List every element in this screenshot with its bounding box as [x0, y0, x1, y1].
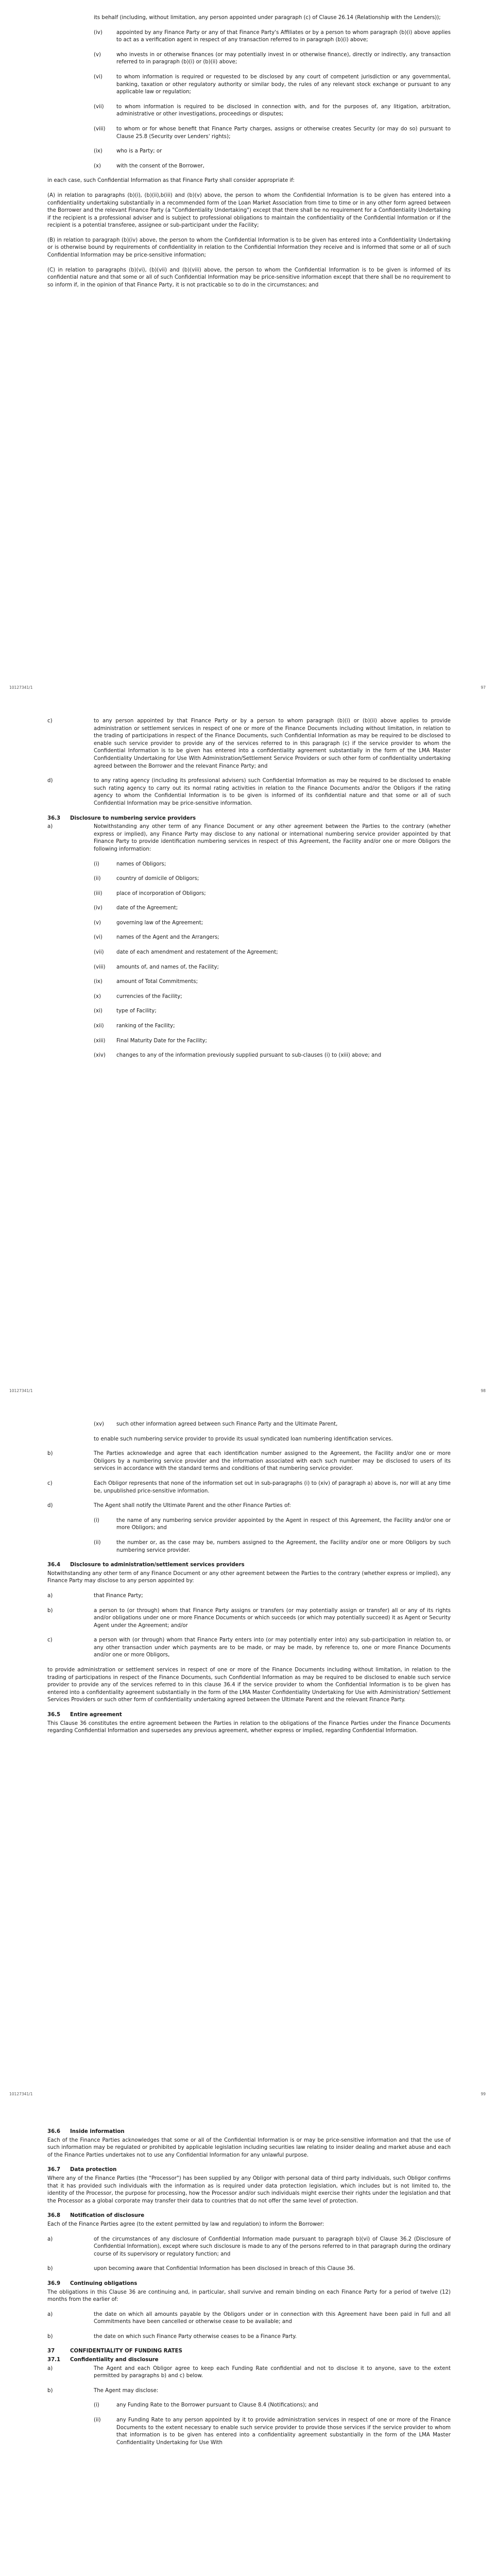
list-item: (xv) such other information agreed between such Finance Party and the Ultimate Parent, [94, 1421, 338, 1427]
paragraph: (B) in relation to paragraph (b)(iv) above, the person to whom the Confidential Information is to be given has entered into a Confidentiality Undertaking or is otherwise bound by requirements of confidentiality in relation to the Confidential Information they receive and is informed that some or all of such Confidential Information may be price-sensitive information; [47, 237, 451, 259]
list-item: (xii) ranking of the Facility; [94, 1023, 175, 1029]
list-item: (vii) date of each amendment and restatement of the Agreement; [94, 950, 278, 956]
list-item: (ix) amount of Total Commitments; [94, 979, 198, 985]
list-item: (xi) type of Facility; [94, 1008, 157, 1014]
paragraph: Where any of the Finance Parties (the "Processor") has been supplied by any Obligor with personal data of third party individuals, such Obligor confirms that it has provided such individuals with the information as is required under data protection legislation, which includes but is not limited to, the identity of the Processor, the purpose for processing, how the Processor and/or such individuals might exercise their rights under the legislation and that the Processor as a global corporate may transfer their data to countries that do not offer the same level of protection. [47, 2175, 451, 2204]
list-item: a) that Finance Party; [47, 1592, 143, 1599]
list-item: (v) who invests in or otherwise finances (or may potentially invest in or otherwise finance), directly or indirectly, any transaction referred to in paragraph (b)(i) or (b)(ii) above; [94, 52, 451, 65]
list-item: a) The Agent and each Obligor agree to keep each Funding Rate confidential and not to disclose it to anyone, save to the extent permitted by paragraphs b) and c) below. [47, 2365, 451, 2379]
list-item: a) the date on which all amounts payable by the Obligors under or in connection with this Agreement have been paid in full and all Commitments have been cancelled or otherwise cease to be available; and [47, 2311, 451, 2325]
section-heading: 36.6 Inside information [47, 2129, 125, 2134]
document-ref: 10127341/1 [9, 685, 33, 690]
paragraph: to enable such numbering service provider to provide its usual syndicated loan numbering identification services. [94, 1436, 393, 1442]
list-item: (i) names of Obligors; [94, 861, 166, 867]
list-item: (viii) amounts of, and names of, the Facility; [94, 964, 219, 970]
document-ref: 10127341/1 [9, 2092, 33, 2097]
list-item: (xiii) Final Maturity Date for the Facility; [94, 1038, 207, 1044]
list-item: a) of the circumstances of any disclosure of Confidential Information made pursuant to paragraph b)(vi) of Clause 36.2 (Disclosure of Confidential Information), except where such disclosure is made to any of the persons referred to in that paragraph during the ordinary course of its supervisory or regulatory function; and [47, 2236, 451, 2257]
paragraph: to provide administration or settlement services in respect of one or more of the Finance Documents including without limitation, in relation to the trading of participations in respect of the Finance Documents, such Confidential Information as may be required to be disclosed to enable such service provider to provide any of the services referred to in this clause 36.4 if the service provider to whom the Confidential Information is to be given has entered into a confidentiality agreement substantially in the form of the LMA Master Confidentiality Undertaking for Use with Administration/ Settlement Services Providers or such other form of confidentiality undertaking agreed between the Ultimate Parent and the relevant Finance Party. [47, 1667, 451, 1703]
list-item: (iv) date of the Agreement; [94, 905, 178, 911]
list-item: a) Notwithstanding any other term of any Finance Document or any other agreement between the Parties to the contrary (whether express or implied), any Finance Party may disclose to any national or international numbering service provider appointed by that Finance Party to provide identification numbering services in respect of this Agreement, the Facility and/or one or more Obligors the following information: [47, 824, 451, 852]
paragraph: its behalf (including, without limitation, any person appointed under paragraph (c) of Clause 26.14 (Relationship with the Lenders)); [94, 15, 441, 21]
list-item: (i) the name of any numbering service provider appointed by the Agent in respect of this Agreement, the Facility and/or one or more Obligors; and [94, 1517, 451, 1531]
page-footer [9, 2091, 486, 2098]
list-item: (ii) country of domicile of Obligors; [94, 876, 199, 882]
paragraph: in each case, such Confidential Information as that Finance Party shall consider appropriate if: [47, 178, 295, 184]
list-item: (vii) to whom information is required to be disclosed in connection with, and for the purposes of, any litigation, arbitration, administrative or other investigations, proceedings or disputes; [94, 104, 451, 117]
section-heading: 36.8 Notification of disclosure [47, 2213, 145, 2219]
list-item: b) The Parties acknowledge and agree that each identification number assigned to the Agreement, the Facility and/or one or more Obligors by a numbering service provider and the information associated with each such number may be disclosed to users of its services in accordance with the standard terms and conditions of that numbering service provider. [47, 1451, 451, 1472]
item-list [94, 1517, 451, 1554]
document-ref: 10127341/1 [9, 1388, 33, 1394]
list-item: (i) any Funding Rate to the Borrower pursuant to Clause 8.4 (Notifications); and [94, 2402, 318, 2409]
list-item: d) to any rating agency (including its professional advisers) such Confidential Information as may be required to be disclosed to enable such rating agency to carry out its normal rating activities in relation to the Finance Documents and/or the Obligors if the rating agency to whom the Confidential Information is to be given is informed of its confidential nature and that some or all of such Confidential Information may be price-sensitive information. [47, 778, 451, 806]
list-item: (ii) the number or, as the case may be, numbers assigned to the Agreement, the Facility and/or one or more Obligors by such numbering service provider. [94, 1539, 451, 1553]
page-98 [0, 703, 497, 1406]
list-item: c) to any person appointed by that Finance Party or by a person to whom paragraph (b)(i) or (b)(ii) above applies to provide administration or settlement services in respect of one or more of the Finance Documents including without limitation, in relation to the trading of participations in respect of the Finance Documents, such Confidential Information as may be required to be disclosed to enable such service provider to provide any of the services referred to in this paragraph (c) if the service provider to whom the Confidential Information is to be given has entered into a confidentiality agreement substantially in the form of the LMA Master Confidentiality Undertaking for Use With Administration/Settlement Service Providers or such other form of confidentiality undertaking agreed between the Borrower and the relevant Finance Party; and [47, 718, 451, 769]
clause-heading: 37 CONFIDENTIALITY OF FUNDING RATES [47, 2348, 182, 2354]
item-list [94, 1421, 451, 1429]
list-item: (viii) to whom or for whose benefit that Finance Party charges, assigns or otherwise creates Security (or may do so) pursuant to Clause 25.8 (Security over Lenders' rights); [94, 126, 451, 140]
item-list [94, 29, 451, 171]
list-item: d) The Agent shall notify the Ultimate Parent and the other Finance Parties of: [47, 1503, 291, 1509]
paragraph: (A) in relation to paragraphs (b)(i), (b)(ii),b(iii) and (b)(v) above, the person to whom the Confidential Information is to be given has entered into a confidentiality undertaking substantially in a recommended form of the Loan Market Association from time to time or in any other form agreed between the Borrower and the relevant Finance Party (a "Confidentiality Undertaking") except that there shall be no requirement for a Confidentiality Undertaking if the recipient is a professional adviser and is subject to professional obligations to maintain the confidentiality of the Confidential Information or if the recipient is a potential transferee, assignee or sub-participant under the Facility; [47, 192, 451, 229]
section-heading: 36.9 Continuing obligations [47, 2280, 138, 2286]
section-heading: 37.1 Confidentiality and disclosure [47, 2357, 159, 2363]
list-item: (ix) who is a Party; or [94, 148, 162, 155]
item-list [94, 2402, 451, 2447]
paragraph: Each of the Finance Parties acknowledges that some or all of the Confidential Information is or may be price-sensitive information and that the use of such information may be regulated or prohibited by applicable legislation including securities law relating to insider dealing and market abuse and each of the Finance Parties undertakes not to use any Confidential Information for any unlawful purpose. [47, 2137, 451, 2158]
page-footer [9, 1387, 486, 1395]
list-item: (ii) any Funding Rate to any person appointed by it to provide administration services in respect of one or more of the Finance Documents to the extent necessary to enable such service provider to provide those services if the service provider to whom that information is to be given has entered into a confidentiality agreement substantially in the form of the LMA Master Confidentiality Undertaking for Use With [94, 2417, 451, 2446]
list-item: (x) with the consent of the Borrower, [94, 163, 204, 169]
page-100 [0, 2110, 497, 2576]
section-heading: 36.3 Disclosure to numbering service providers [47, 815, 196, 821]
list-item: (vi) to whom information is required or requested to be disclosed by any court of competent jurisdiction or any governmental, banking, taxation or other regulatory authority or similar body, the rules of any relevant stock exchange or pursuant to any applicable law or regulation; [94, 74, 451, 95]
page-99 [0, 1406, 497, 2110]
list-item: b) a person to (or through) whom that Finance Party assigns or transfers (or may potentially assign or transfer) all or any of its rights and/or obligations under one or more Finance Documents or which succeeds (or which may potentially succeed) it as Agent or Security Agent under the Agreement; and/or [47, 1607, 451, 1629]
list-item: b) upon becoming aware that Confidential Information has been disclosed in breach of this Clause 36. [47, 2266, 355, 2272]
page-97 [0, 0, 497, 703]
page-number: 99 [481, 2092, 486, 2097]
page-number: 98 [481, 1388, 486, 1394]
paragraph: The obligations in this Clause 36 are continuing and, in particular, shall survive and remain binding on each Finance Party for a period of twelve (12) months from the earlier of: [47, 2289, 451, 2303]
list-item: c) Each Obligor represents that none of the information set out in sub-paragraphs (i) to (xiv) of paragraph a) above is, nor will at any time be, unpublished price-sensitive information. [47, 1480, 451, 1494]
section-heading: 36.7 Data protection [47, 2167, 117, 2173]
paragraph: Each of the Finance Parties agree (to the extent permitted by law and regulation) to inform the Borrower: [47, 2221, 324, 2227]
paragraph: This Clause 36 constitutes the entire agreement between the Parties in relation to the obligations of the Finance Parties under the Finance Documents regarding Confidential Information and supersedes any previous agreement, whether express or implied, regarding Confidential Information. [47, 1720, 451, 1734]
list-item: (iv) appointed by any Finance Party or any of that Finance Party's Affiliates or by a person to whom paragraph (b)(i) above applies to act as a verification agent in respect of any transaction referred to in paragraph (b)(i) above; [94, 29, 451, 43]
list-item: b) The Agent may disclose: [47, 2387, 159, 2394]
list-item: (xiv) changes to any of the information previously supplied pursuant to sub-clauses (i) to (xiii) above; and [94, 1053, 382, 1059]
page-footer [9, 684, 486, 692]
paragraph: (C) in relation to paragraphs (b)(vi), (b)(vii) and (b)(viii) above, the person to whom the Confidential Information is to be given is informed of its confidential nature and that some or all of such Confidential Information may be price-sensitive information except that there shall be no requirement to so inform if, in the opinion of that Finance Party, it is not practicable so to do in the circumstances; and [47, 267, 451, 288]
list-item: b) the date on which such Finance Party otherwise ceases to be a Finance Party. [47, 2333, 297, 2340]
page-number: 97 [481, 685, 486, 690]
section-heading: 36.5 Entire agreement [47, 1712, 122, 1718]
list-item: (iii) place of incorporation of Obligors; [94, 890, 206, 896]
section-heading: 36.4 Disclosure to administration/settlement services providers [47, 1562, 245, 1568]
paragraph: Notwithstanding any other term of any Finance Document or any other agreement between the Parties to the contrary (whether express or implied), any Finance Party may disclose to any person appointed by: [47, 1570, 451, 1584]
list-item: (v) governing law of the Agreement; [94, 920, 203, 926]
list-item: c) a person with (or through) whom that Finance Party enters into (or may potentially enter into) any sub-participation in relation to, or any other transaction under which payments are to be made, or may be made, by reference to, one or more Finance Documents and/or one or more Obligors, [47, 1637, 451, 1658]
item-list [94, 861, 451, 1060]
list-item: (x) currencies of the Facility; [94, 993, 182, 999]
list-item: (vi) names of the Agent and the Arrangers; [94, 935, 219, 941]
